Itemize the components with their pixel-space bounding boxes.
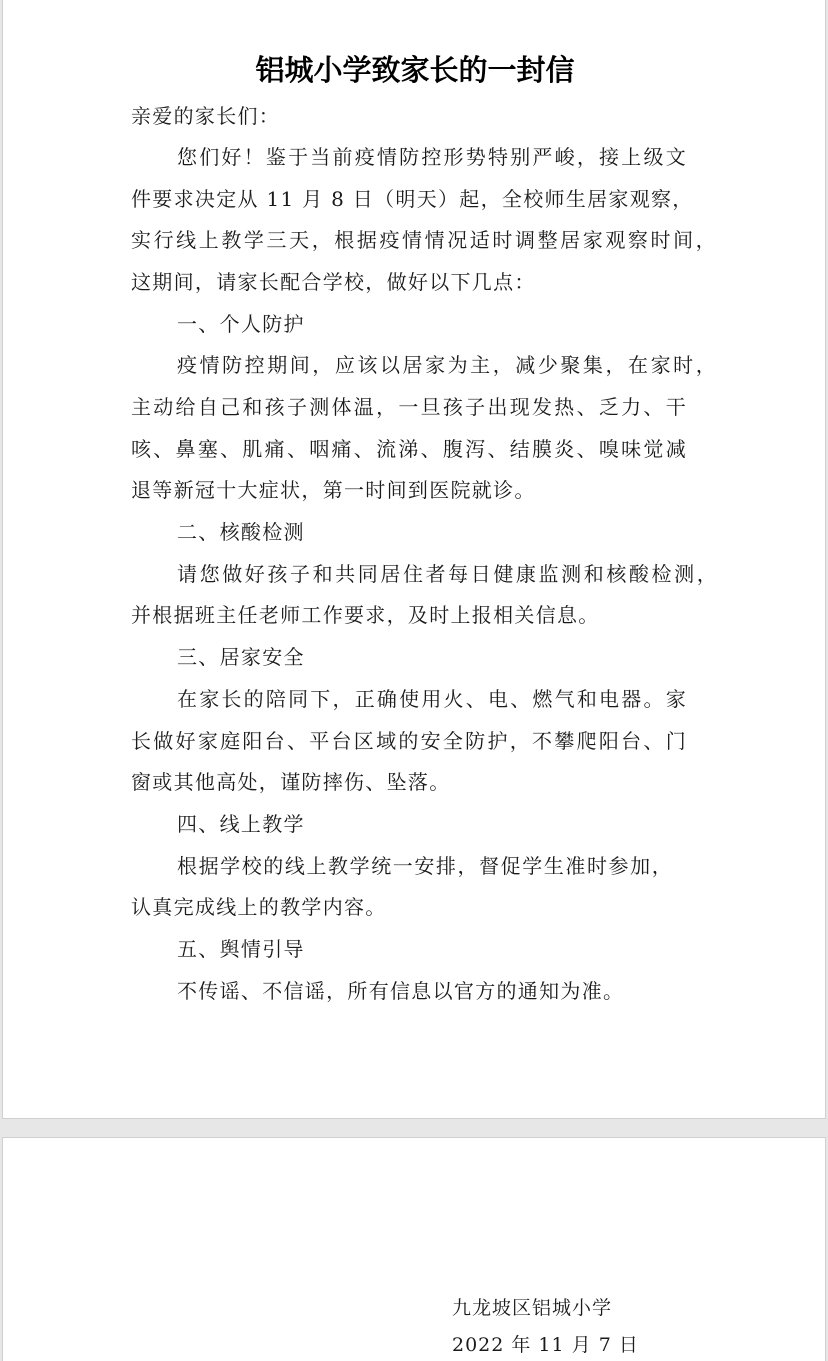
intro-line-3: 实行线上教学三天，根据疫情情况适时调整居家观察时间，: [131, 228, 717, 252]
section-1-line-1: 疫情防控期间，应该以居家为主，减少聚集，在家时，: [177, 353, 717, 377]
intro-line-4: 这期间，请家长配合学校，做好以下几点：: [131, 270, 536, 294]
section-1-line-2: 主动给自己和孩子测体温，一旦孩子出现发热、乏力、干: [131, 395, 687, 419]
greeting: 亲爱的家长们：: [131, 104, 281, 128]
section-2-line-1: 请您做好孩子和共同居住者每日健康监测和核酸检测，: [177, 562, 718, 586]
section-3-heading: 三、居家安全: [177, 645, 305, 669]
section-5-line-1: 不传谣、不信谣，所有信息以官方的通知为准。: [177, 979, 625, 1003]
intro-line-2: 件要求决定从 11 月 8 日（明天）起，全校师生居家观察，: [131, 187, 694, 211]
section-3-line-3: 窗或其他高处，谨防摔伤、坠落。: [131, 770, 451, 794]
section-1-line-3: 咳、鼻塞、肌痛、咽痛、流涕、腹泻、结膜炎、嗅味觉减: [131, 437, 687, 461]
section-4-line-1: 根据学校的线上教学统一安排，督促学生准时参加，: [177, 854, 673, 878]
section-4-heading: 四、线上教学: [177, 812, 305, 836]
section-4-line-2: 认真完成线上的教学内容。: [131, 895, 387, 919]
letter-page-1: [2, 0, 826, 1119]
section-5-heading: 五、舆情引导: [177, 937, 305, 961]
section-1-heading: 一、个人防护: [177, 312, 305, 336]
section-3-line-1: 在家长的陪同下，正确使用火、电、燃气和电器。家: [177, 687, 687, 711]
section-3-line-2: 长做好家庭阳台、平台区域的安全防护，不攀爬阳台、门: [131, 729, 687, 753]
section-2-line-2: 并根据班主任老师工作要求，及时上报相关信息。: [131, 603, 600, 627]
signature-date: 2022 年 11 月 7 日: [452, 1334, 639, 1356]
letter-title: 铝城小学致家长的一封信: [255, 53, 575, 87]
section-1-line-4: 退等新冠十大症状，第一时间到医院就诊。: [131, 478, 536, 502]
intro-line-1: 您们好！鉴于当前疫情防控形势特别严峻，接上级文: [177, 145, 687, 169]
section-2-heading: 二、核酸检测: [177, 520, 305, 544]
signature-school: 九龙坡区铝城小学: [452, 1297, 613, 1319]
letter-page-2: [2, 1137, 826, 1361]
